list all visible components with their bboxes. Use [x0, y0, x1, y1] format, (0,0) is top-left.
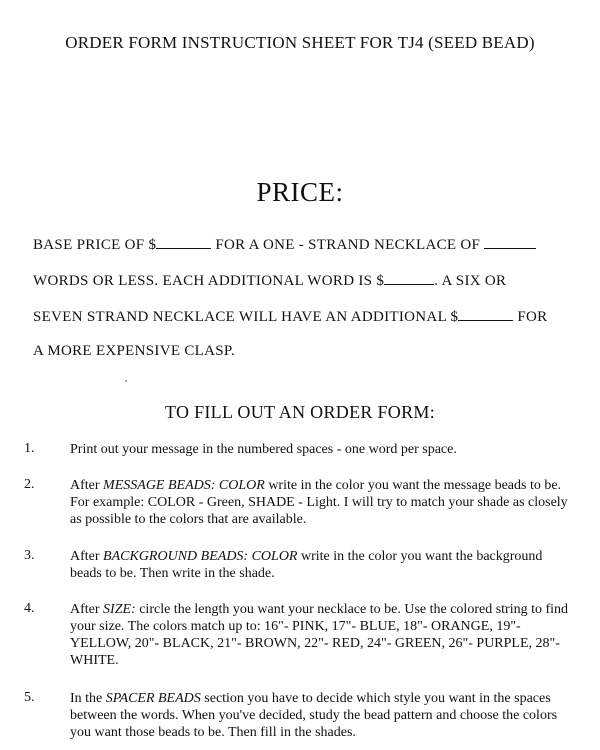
item-2-text — [70, 477, 575, 528]
additional-word-price-blank[interactable] — [384, 272, 434, 285]
word-count-blank[interactable] — [484, 236, 536, 249]
price-line-2-text-a: WORDS OR LESS. EACH ADDITIONAL WORD IS $ — [33, 273, 385, 289]
item-1-pre: Print out your message in the numbered spaces - one word per space. — [70, 442, 457, 457]
item-5-pre: In the — [70, 691, 106, 706]
price-line-4 — [33, 343, 235, 360]
item-4-post: circle the length you want your necklace to be. Use the colored string to find your size. The colors match up to: 16"- PINK, 17"- BLUE, 18"- ORANGE, 19"- YELLOW, 20"- BLACK, 21"- BROWN, 22"- RED, 24"- GREEN, 26"- PURPLE, 28"- WHITE. — [70, 602, 569, 668]
item-3-number: 3. — [24, 548, 35, 563]
item-4-number: 4. — [24, 601, 35, 616]
speck — [125, 380, 127, 382]
item-3-pre: After — [70, 549, 104, 564]
item-1-number: 1. — [24, 441, 35, 456]
price-line-3-text-a: SEVEN STRAND NECKLACE WILL HAVE AN ADDITIONAL $ — [33, 309, 459, 325]
item-5-number: 5. — [24, 690, 35, 705]
item-2-number: 2. — [24, 477, 35, 492]
item-5-field-name: SPACER BEADS — [105, 691, 201, 706]
price-line-3 — [33, 308, 547, 326]
fill-heading: TO FILL OUT AN ORDER FORM: — [165, 402, 435, 422]
item-3-post: write in the color you want the background beads to be. Then write in the shade. — [70, 549, 543, 581]
price-line-1-text-a: BASE PRICE OF $ — [33, 237, 157, 253]
clasp-price-blank[interactable] — [458, 308, 513, 321]
price-line-1 — [33, 236, 536, 254]
price-line-1-text-b: FOR A ONE - STRAND NECKLACE OF — [215, 237, 481, 253]
item-2-pre: After — [70, 478, 104, 493]
price-line-3-text-b: FOR — [517, 309, 548, 325]
item-1-text — [70, 441, 575, 458]
item-4-pre: After — [70, 602, 104, 617]
base-price-blank[interactable] — [156, 236, 211, 249]
price-line-4-text-a: A MORE EXPENSIVE CLASP. — [33, 343, 235, 359]
item-3-field-name: BACKGROUND BEADS: COLOR — [103, 549, 298, 564]
price-heading: PRICE: — [256, 177, 344, 207]
item-3-text — [70, 548, 575, 582]
item-5-text — [70, 690, 575, 741]
item-2-field-name: MESSAGE BEADS: COLOR — [103, 478, 265, 493]
item-2-post: write in the color you want the message beads to be. For example: COLOR - Green, SHADE - Light. I will try to match your shade as closely as possible to the colors that are available. — [70, 478, 568, 527]
price-line-2-text-b: . A SIX OR — [434, 273, 507, 289]
page-title: ORDER FORM INSTRUCTION SHEET FOR TJ4 (SEED BEAD) — [65, 33, 535, 52]
item-4-field-name: SIZE: — [103, 602, 136, 617]
item-5-post: section you have to decide which style you want in the spaces between the words. When you've decided, study the bead pattern and choose the colors you want those beads to be. Then fill in the shades. — [70, 691, 558, 740]
price-line-2 — [33, 272, 506, 290]
item-4-text — [70, 601, 575, 669]
